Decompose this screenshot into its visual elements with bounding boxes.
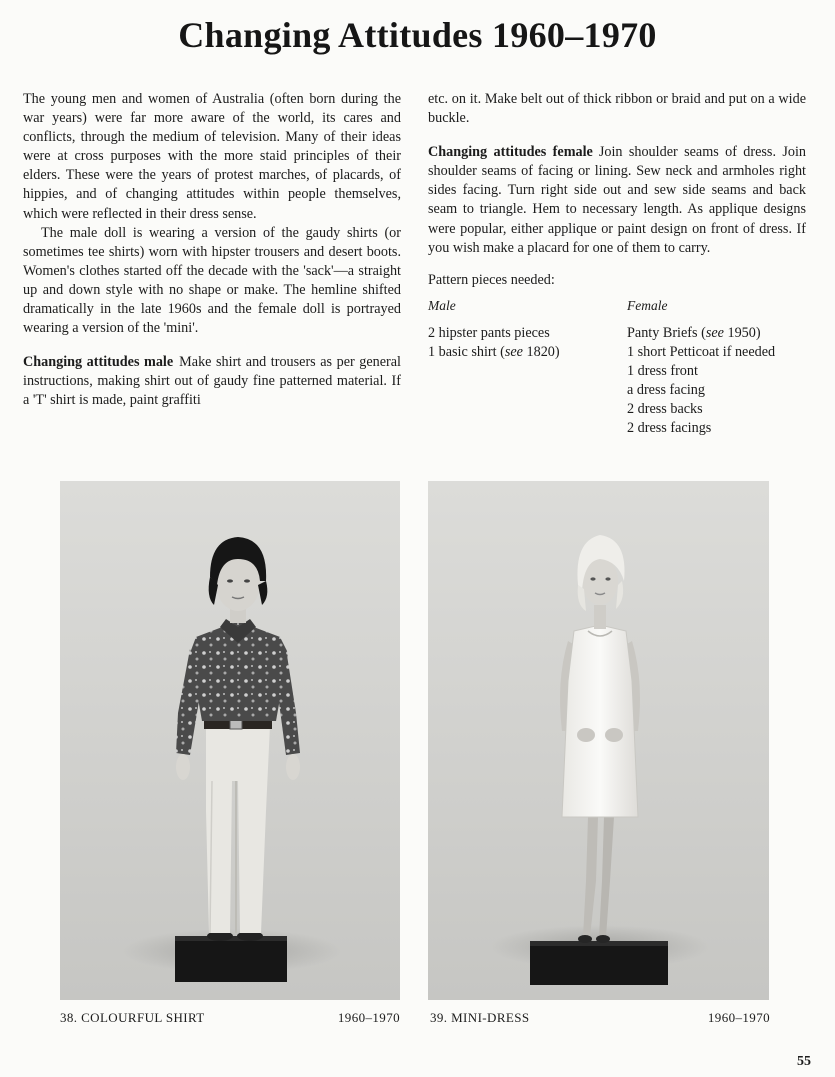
pattern-pieces-table xyxy=(428,296,806,439)
page-title: Changing Attitudes 1960–1970 xyxy=(178,15,657,55)
female-column-heading: Female xyxy=(627,297,668,313)
male-pattern-list xyxy=(428,296,627,439)
female-pattern-item: 1 short Petticoat if needed xyxy=(627,344,776,361)
male-instructions-heading: Changing attitudes male xyxy=(23,354,174,371)
female-instructions-paragraph xyxy=(428,143,806,258)
doll-description-paragraph: The male doll is wearing a version of the gaudy shirts (or sometimes tee shirts) worn with hipster trousers and desert boots. Women's clothes started off the decade with the 'sack'—a straight up and down style with no shape or make. The hemline shifted dramatically in the late 1960s and the female doll is portrayed wearing a version of the 'mini'. xyxy=(23,224,401,337)
figure-38-title: 38. COLOURFUL SHIRT xyxy=(60,1010,205,1025)
right-text-column xyxy=(428,90,806,439)
male-column-heading: Male xyxy=(428,297,456,313)
figure-38-date: 1960–1970 xyxy=(337,1010,400,1025)
male-instructions-text: Make shirt and trousers as per general instructions, making shirt out of gaudy fine patterned material. If a 'T' shirt is made, paint graffiti xyxy=(23,354,401,409)
female-pattern-item: 2 dress facings xyxy=(627,420,712,437)
male-instructions-paragraph xyxy=(23,353,401,410)
continued-paragraph: etc. on it. Make belt out of thick ribbon or braid and put on a wide buckle. xyxy=(428,91,806,127)
male-pattern-item: 1 basic shirt (see 1820) xyxy=(428,344,560,361)
female-doll-illustration xyxy=(428,481,769,1000)
female-pattern-item: Panty Briefs (see 1950) xyxy=(627,324,761,341)
left-text-column xyxy=(23,90,401,411)
figure-39-title: 39. MINI-DRESS xyxy=(430,1010,530,1025)
pattern-pieces-intro: Pattern pieces needed: xyxy=(428,271,555,288)
page-number: 55 xyxy=(797,1054,811,1069)
female-doll-photo xyxy=(428,481,769,1000)
intro-paragraph: The young men and women of Australia (often born during the war years) were far more aware of the world, its cares and conflicts, through the medium of television. Many of their ideas were at cross purposes with the more staid principles of their elders. These were the years of protest marches, of placards, of hippies, and of changing attitudes within people themselves, which were reflected in their dress sense. xyxy=(23,91,401,222)
female-instructions-heading: Changing attitudes female xyxy=(428,144,593,161)
figure-38-caption xyxy=(60,1010,400,1026)
female-pattern-item: a dress facing xyxy=(627,382,705,399)
female-instructions-text: Join shoulder seams of dress. Join shoulder seams of facing or lining. Sew neck and armholes right sides facing. Turn right side out and sew side seams and back seam to triangle. Hem to necessary length. As applique designs were popular, either applique or paint design on front of dress. If you wish make a placard for one of them to carry. xyxy=(428,144,806,256)
figure-39-date: 1960–1970 xyxy=(707,1010,770,1025)
male-pattern-item: 2 hipster pants pieces xyxy=(428,324,550,341)
male-doll-illustration xyxy=(60,481,400,1000)
figure-39-caption xyxy=(430,1010,770,1026)
male-doll-photo xyxy=(60,481,400,1000)
female-pattern-item: 1 dress front xyxy=(627,363,698,380)
female-pattern-item: 2 dress backs xyxy=(627,401,703,418)
female-pattern-list xyxy=(627,296,806,439)
